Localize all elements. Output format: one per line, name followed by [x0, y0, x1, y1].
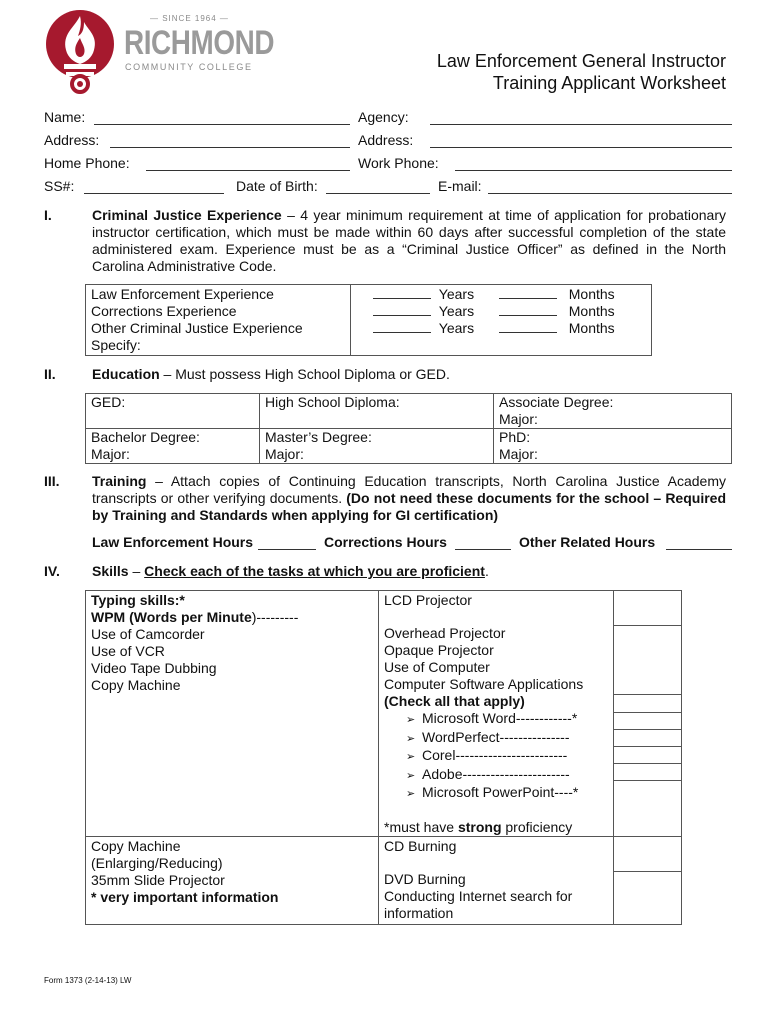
- checkbox-projectors-computer[interactable]: [614, 626, 681, 695]
- email-field[interactable]: [488, 193, 732, 194]
- agency-field[interactable]: [430, 124, 732, 125]
- phd-major-label: Major:: [499, 446, 538, 462]
- ss-field[interactable]: [84, 193, 224, 194]
- hsd-cell[interactable]: [260, 394, 494, 429]
- other-years-label: Years: [438, 320, 475, 336]
- corrections-hours-field[interactable]: [455, 549, 511, 550]
- home-phone-label: Home Phone:: [44, 155, 130, 171]
- phd-label: PhD:: [499, 429, 531, 445]
- skill-slide-projector: 35mm Slide Projector: [91, 871, 225, 888]
- strong-proficiency-note: *must have strong proficiency: [384, 818, 573, 835]
- other-hours-label: Other Related Hours: [519, 534, 656, 550]
- agency-label: Agency:: [358, 109, 409, 125]
- hsd-label: High School Diploma:: [265, 394, 400, 410]
- home-phone-field[interactable]: [146, 170, 350, 171]
- associate-cell[interactable]: [494, 394, 732, 429]
- other-months-label: Months: [568, 320, 615, 336]
- important-note: * very important information: [91, 888, 279, 905]
- section-4-instruction: Check each of the tasks at which you are proficient: [144, 563, 485, 579]
- skills-left-cell-2: [86, 836, 379, 924]
- other-hours-field[interactable]: [666, 549, 732, 550]
- experience-labels-cell: [86, 285, 351, 356]
- ged-label: GED:: [91, 394, 126, 410]
- dob-label: Date of Birth:: [236, 178, 318, 194]
- education-table: [85, 393, 732, 464]
- page-title: [437, 50, 726, 94]
- arrow-bullet-icon: ➢: [406, 732, 416, 745]
- skills-left-cell-1: [86, 591, 379, 837]
- checkbox-adobe[interactable]: [614, 764, 681, 781]
- bachelor-label: Bachelor Degree:: [91, 429, 200, 445]
- checkbox-cd[interactable]: [614, 837, 681, 872]
- le-years-field[interactable]: [373, 286, 431, 299]
- section-4-description: [92, 563, 726, 580]
- experience-label-le: Law Enforcement Experience: [91, 286, 274, 302]
- arrow-bullet-icon: ➢: [406, 751, 416, 763]
- logo-subtitle: COMMUNITY COLLEGE: [125, 62, 253, 72]
- skills-checkbox-column-2: [614, 836, 682, 924]
- skill-enlarging: (Enlarging/Reducing): [91, 854, 223, 871]
- other-years-field[interactable]: [373, 320, 431, 333]
- section-4-number: IV.: [44, 563, 60, 579]
- bachelor-cell[interactable]: [86, 429, 260, 464]
- logo-since-text: — SINCE 1964 —: [150, 14, 229, 23]
- skill-camcorder: Use of Camcorder: [91, 626, 205, 642]
- checkbox-word[interactable]: [614, 713, 681, 730]
- master-cell[interactable]: [260, 429, 494, 464]
- other-months-field[interactable]: [499, 320, 557, 333]
- skill-copy-machine: Copy Machine: [91, 677, 181, 693]
- corrections-years-label: Years: [438, 303, 475, 319]
- address-field-1[interactable]: [110, 147, 350, 148]
- master-label: Master’s Degree:: [265, 429, 372, 445]
- arrow-bullet-icon: ➢: [406, 714, 416, 726]
- app-item-corel: ➢ Corel------------------------: [406, 747, 608, 766]
- master-major-label: Major:: [265, 446, 304, 462]
- le-hours-field[interactable]: [258, 549, 316, 550]
- section-4-heading: Skills: [92, 563, 129, 579]
- section-4-period: .: [484, 563, 489, 579]
- ged-cell[interactable]: [86, 394, 260, 429]
- checkbox-software[interactable]: [614, 695, 681, 713]
- section-2-heading: Education: [92, 366, 160, 382]
- experience-label-other: Other Criminal Justice Experience: [91, 320, 303, 336]
- section-3-number: III.: [44, 473, 60, 489]
- bachelor-major-label: Major:: [91, 446, 130, 462]
- skill-cd-burning: CD Burning: [384, 837, 457, 854]
- app-item-adobe: ➢ Adobe-----------------------: [406, 766, 608, 785]
- associate-label: Associate Degree:: [499, 394, 614, 410]
- corrections-years-field[interactable]: [373, 303, 431, 316]
- skills-table: [85, 590, 682, 925]
- name-label: Name:: [44, 109, 86, 125]
- form-number-footer: Form 1373 (2-14-13) LW: [44, 976, 132, 985]
- checkbox-lcd[interactable]: [614, 591, 681, 626]
- address-field-2[interactable]: [430, 147, 732, 148]
- experience-specify: Specify:: [91, 337, 141, 353]
- experience-values-cell: [351, 285, 652, 356]
- le-hours-label: Law Enforcement Hours: [92, 534, 254, 550]
- corrections-months-field[interactable]: [499, 303, 557, 316]
- work-phone-field[interactable]: [455, 170, 732, 171]
- section-2-description: [92, 366, 726, 383]
- address-label-1: Address:: [44, 132, 100, 148]
- app-item-powerpoint: ➢ Microsoft PowerPoint----*: [406, 784, 608, 803]
- skill-opaque: Opaque Projector: [384, 642, 494, 658]
- arrow-bullet-icon: ➢: [406, 788, 416, 800]
- section-3-bold-note: (Do not need these documents for the school – Required by Training and Standards when applying for GI certification): [92, 490, 726, 523]
- section-1-text: – 4 year minimum requirement at time of application for probationary instructor certification, which must be made within 60 days after successful completion of the state administered exam. Experience must be as a “Criminal Justice Officer” as defined in the North Carolina Administrative Code.: [92, 207, 726, 274]
- skill-copy-machine-2: Copy Machine: [91, 837, 181, 854]
- software-list: [384, 710, 608, 803]
- experience-table: [85, 284, 652, 356]
- section-2-number: II.: [44, 366, 56, 382]
- section-1-heading: Criminal Justice Experience: [92, 207, 282, 223]
- logo-college-name: RICHMOND: [124, 24, 275, 62]
- skill-lcd: LCD Projector: [384, 592, 472, 608]
- section-4-dash: –: [128, 563, 145, 579]
- section-2-text: – Must possess High School Diploma or GED.: [159, 366, 450, 382]
- le-years-label: Years: [438, 286, 475, 302]
- skill-vcr: Use of VCR: [91, 643, 165, 659]
- corrections-hours-label: Corrections Hours: [324, 534, 447, 550]
- app-item-wordperfect: ➢ WordPerfect---------------: [406, 729, 608, 748]
- title-line-2: Training Applicant Worksheet: [492, 73, 726, 93]
- name-field[interactable]: [94, 124, 350, 125]
- check-all-label: (Check all that apply): [384, 693, 525, 709]
- email-label: E-mail:: [438, 178, 482, 194]
- corrections-months-label: Months: [568, 303, 615, 319]
- skill-dubbing: Video Tape Dubbing: [91, 660, 217, 676]
- le-months-label: Months: [568, 286, 615, 302]
- section-1-number: I.: [44, 207, 52, 223]
- dob-field[interactable]: [326, 193, 430, 194]
- associate-major-label: Major:: [499, 411, 538, 427]
- ss-label: SS#:: [44, 178, 75, 194]
- section-1-description: [92, 207, 726, 275]
- experience-label-corrections: Corrections Experience: [91, 303, 237, 319]
- arrow-bullet-icon: ➢: [406, 769, 416, 782]
- college-seal-logo: [44, 8, 116, 94]
- wpm-label: WPM (Words per Minute)---------: [91, 609, 299, 625]
- skills-right-cell-1: [379, 591, 614, 837]
- checkbox-powerpoint[interactable]: [614, 781, 681, 797]
- section-3-text: – Attach copies of Continuing Education transcripts, North Carolina Justice Academy transcripts or other verifying documents.: [92, 473, 726, 506]
- skills-checkbox-column-1: [614, 591, 682, 837]
- section-3-description: [92, 473, 726, 524]
- skills-right-cell-2: [379, 836, 614, 924]
- section-3-heading: Training: [92, 473, 147, 489]
- checkbox-corel[interactable]: [614, 747, 681, 764]
- skill-internet-search: Conducting Internet search for information: [384, 887, 573, 921]
- work-phone-label: Work Phone:: [358, 155, 439, 171]
- address-label-2: Address:: [358, 132, 414, 148]
- app-item-word: ➢ Microsoft Word------------*: [406, 710, 608, 729]
- skill-dvd-burning: DVD Burning: [384, 870, 466, 887]
- skill-computer: Use of Computer: [384, 659, 490, 675]
- typing-skills-label: Typing skills:*: [91, 592, 185, 608]
- phd-cell[interactable]: [494, 429, 732, 464]
- checkbox-dvd-internet[interactable]: [614, 872, 681, 922]
- skill-overhead: Overhead Projector: [384, 625, 506, 641]
- le-months-field[interactable]: [499, 286, 557, 299]
- checkbox-wordperfect[interactable]: [614, 730, 681, 747]
- skill-software: Computer Software Applications: [384, 676, 584, 692]
- title-line-1: Law Enforcement General Instructor: [436, 51, 726, 71]
